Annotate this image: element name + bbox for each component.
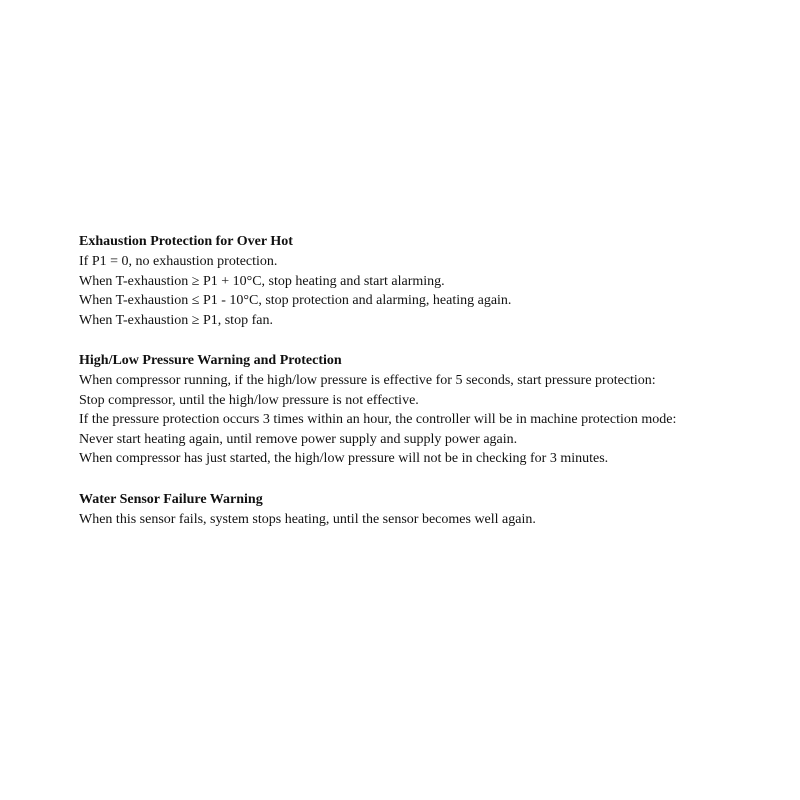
section-heading: High/Low Pressure Warning and Protection: [79, 353, 342, 368]
paragraph-line: When T-exhaustion ≥ P1, stop fan.: [79, 312, 273, 328]
paragraph-line: If P1 = 0, no exhaustion protection.: [79, 254, 278, 269]
paragraph-line: If the pressure protection occurs 3 times within an hour, the controller will be in machine protection mode:: [79, 412, 677, 427]
paragraph-line: Never start heating again, until remove power supply and supply power again.: [79, 431, 518, 447]
section-pressure-warning: [79, 351, 779, 469]
section-heading: Water Sensor Failure Warning: [79, 491, 263, 507]
paragraph-line: When this sensor fails, system stops heating, until the sensor becomes well again.: [79, 511, 536, 527]
section-water-sensor-warning: [79, 490, 779, 530]
paragraph-line: When T-exhaustion ≥ P1 + 10°C, stop heating and start alarming.: [79, 273, 445, 289]
paragraph-line: When compressor running, if the high/low pressure is effective for 5 seconds, start pressure protection:: [79, 373, 656, 388]
document-body: [79, 232, 779, 529]
section-heading: Exhaustion Protection for Over Hot: [79, 234, 293, 249]
paragraph-line: When T-exhaustion ≤ P1 - 10°C, stop protection and alarming, heating again.: [79, 293, 512, 308]
section-exhaustion-protection: [79, 232, 779, 330]
paragraph-line: Stop compressor, until the high/low pressure is not effective.: [79, 392, 419, 408]
paragraph-line: When compressor has just started, the high/low pressure will not be in checking for 3 minutes.: [79, 451, 609, 466]
